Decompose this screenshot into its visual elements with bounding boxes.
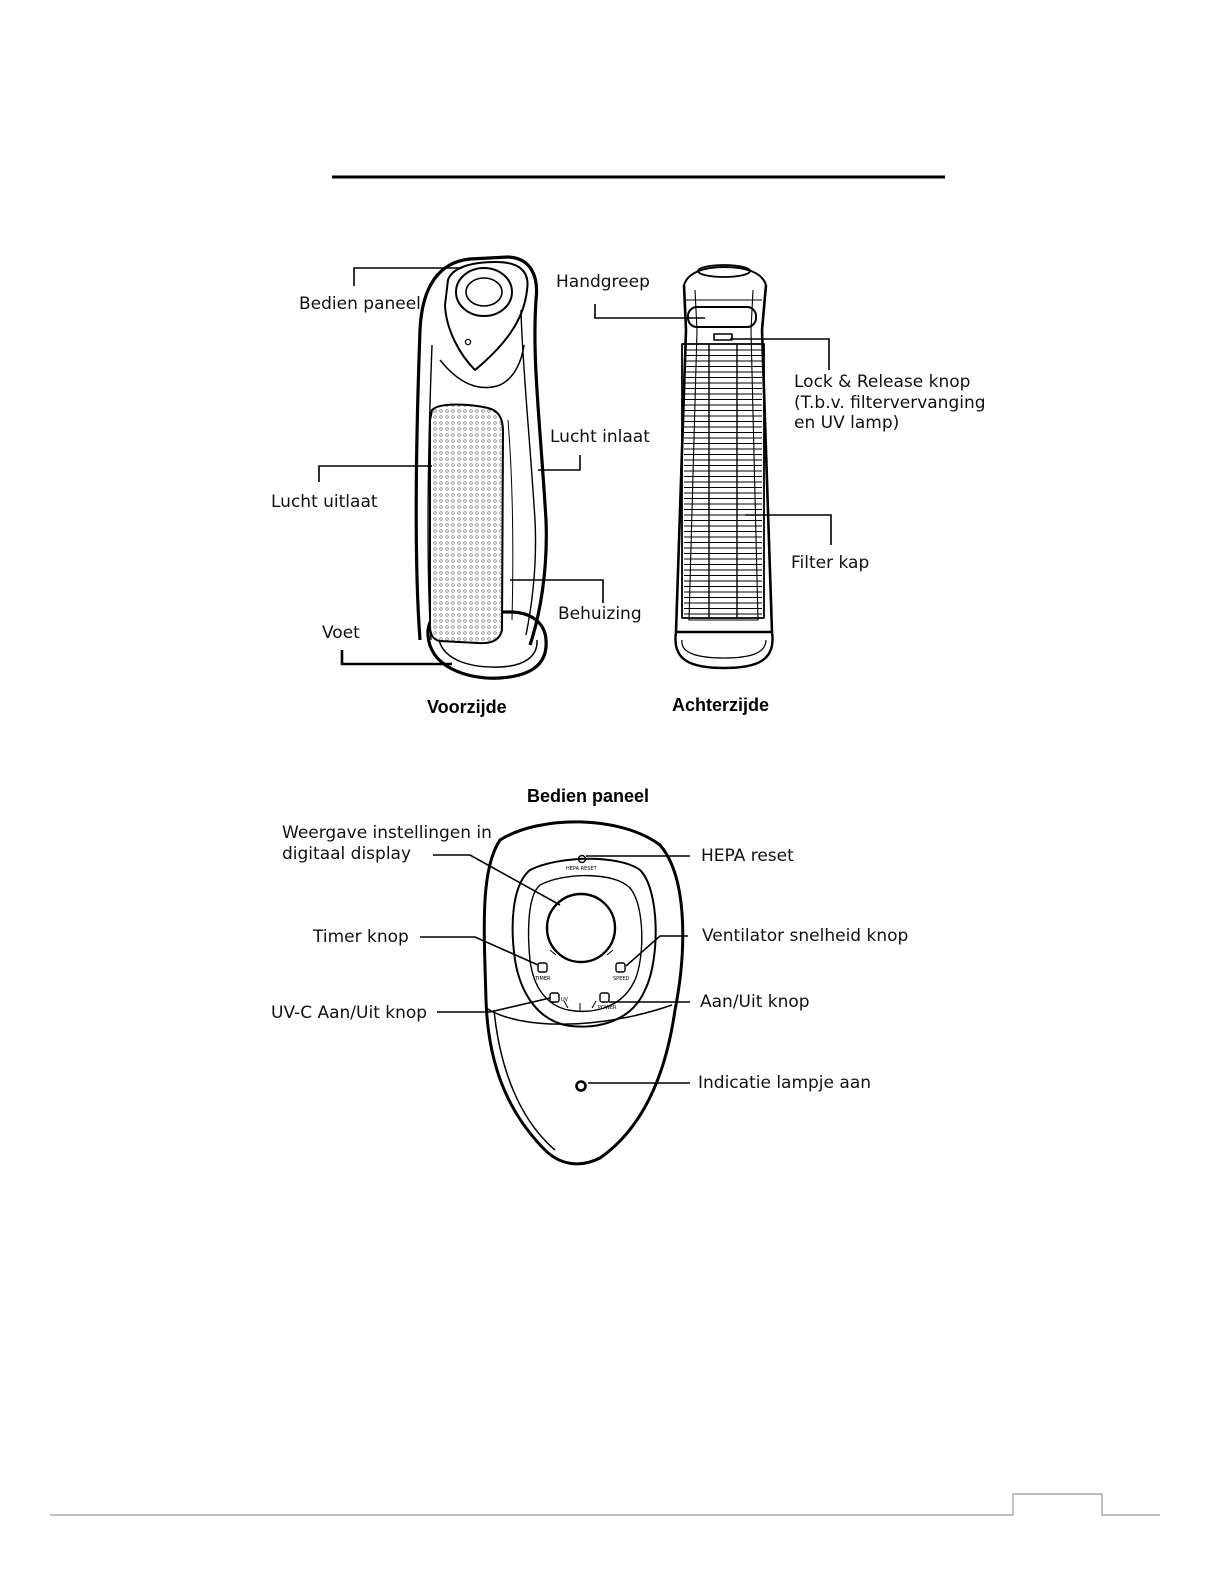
label-air-outlet: Lucht uitlaat [271,492,378,512]
panel-text-hepa-reset: HEPA RESET [566,866,597,872]
caption-control-panel: Bedien paneel [527,786,650,806]
label-power-button: Aan/Uit knop [700,992,810,1012]
label-lock-release-2: (T.b.v. filtervervanging [794,393,986,413]
label-filter-cover: Filter kap [791,553,870,573]
panel-timer-button [538,963,547,972]
label-uvc-button: UV-C Aan/Uit knop [271,1003,428,1023]
rear-view-illustration [675,265,772,668]
rear-handle [688,307,756,327]
label-fan-speed-button: Ventilator snelheid knop [702,926,909,946]
caption-front: Voorzijde [427,697,507,717]
label-indicator-light: Indicatie lampje aan [698,1073,872,1093]
label-handle: Handgreep [556,272,650,292]
label-base: Voet [322,623,360,643]
label-timer-button: Timer knop [313,927,409,947]
front-view-illustration [416,257,546,678]
page-footer-line [50,1494,1160,1515]
rear-lock-release [714,334,732,340]
panel-speed-button [616,963,625,972]
caption-rear: Achterzijde [672,695,770,715]
label-control-panel: Bedien paneel [299,294,421,314]
panel-outer-shell [484,822,682,1164]
rear-base [675,632,772,668]
label-hepa-reset: HEPA reset [701,846,794,866]
rear-filter-cover [682,344,764,618]
panel-text-power: POWER [598,1005,617,1011]
panel-power-button [600,993,609,1002]
control-panel-illustration [484,822,682,1164]
panel-text-timer: TIMER [535,976,551,982]
label-housing: Behuizing [558,604,642,624]
panel-indicator-lamp [577,1082,586,1091]
label-lock-release-1: Lock & Release knop [794,372,971,392]
label-display-2: digitaal display [282,844,412,864]
label-air-inlet: Lucht inlaat [550,427,650,447]
panel-uv-button [550,993,559,1002]
label-lock-release-3: en UV lamp) [794,413,900,433]
panel-text-uv: UV [561,997,569,1003]
front-grille [430,405,503,644]
panel-text-speed: SPEED [613,976,630,982]
label-display-1: Weergave instellingen in [282,823,492,843]
